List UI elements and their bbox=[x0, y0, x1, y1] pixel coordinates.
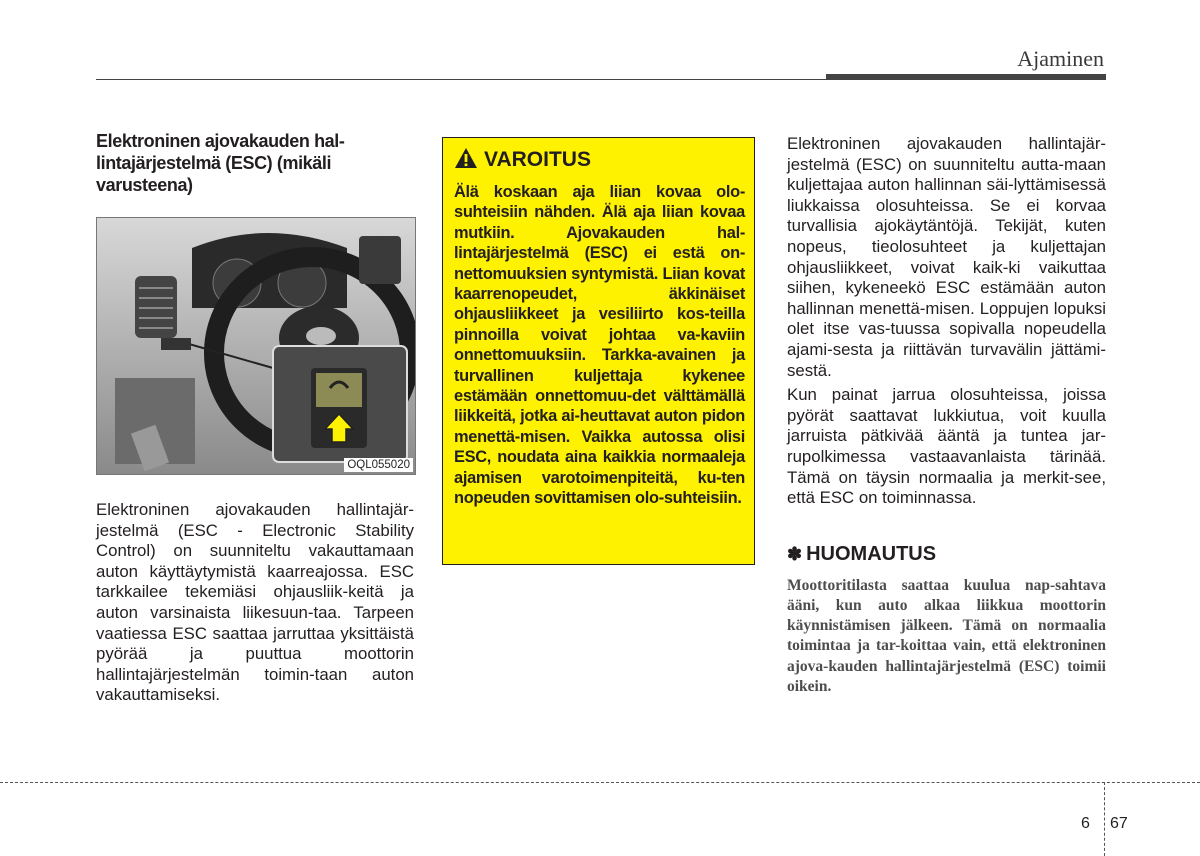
warning-box bbox=[442, 137, 755, 565]
right-paragraph-2: Kun painat jarrua olosuhteissa, joissa pyörät saattavat lukkiutua, voit kuulla jarruista pätkivää ääntä ja tuntea jar-rupolkimessa vastaavanlaista tärinää. Tämä on täysin normaalia ja merkit-see, että ESC on toiminnassa. bbox=[787, 385, 1106, 508]
right-paragraph-1: Elektroninen ajovakauden hallintajär-jestelmä (ESC) on suunniteltu autta-maan kuljettajaa auton hallinnan säi-lyttämisessä liukkaissa olosuhteissa. Se ei korvaa turvallisia ajokäytäntöjä. Tekijät, kuten nopeus, tieolosuhteet ja kuljettajan ohjausliikkeet, voivat kaik-ki vaikuttaa siihen, kykeneekö ESC estämään auton hallinnan menettä-misen. Loppujen lopuksi olet itse vas-tuussa sopivalla nopeudella ajami-sesta ja riittävän turvavälin jättämi-sestä. bbox=[787, 134, 1106, 380]
dashboard-illustration bbox=[96, 217, 416, 475]
warning-title: VAROITUS bbox=[484, 148, 591, 171]
header-rule-accent bbox=[826, 74, 1106, 80]
note-heading bbox=[787, 543, 1106, 566]
section-heading-text: Elektroninen ajovakauden hal- lintajärjestelmä (ESC) (mikäli varusteena) bbox=[96, 131, 345, 195]
asterisk-icon: ✽ bbox=[787, 543, 803, 564]
figure-label: OQL055020 bbox=[344, 458, 413, 472]
note-body-text: Moottoritilasta saattaa kuulua nap-sahtava ääni, kun auto alkaa liikkua moottorin käynnistämisen jälkeen. Tämä on normaalia toimintaa ja tar-koittaa vain, että elektroninen ajova-kauden hallintajärjestelmä (ESC) toimii oikein. bbox=[787, 576, 1106, 695]
chapter-number: 6 bbox=[1081, 815, 1090, 832]
footer-vertical-divider bbox=[1104, 782, 1105, 856]
note-heading-text: HUOMAUTUS bbox=[806, 542, 937, 565]
page-number: 67 bbox=[1110, 815, 1128, 832]
left-column bbox=[96, 126, 414, 706]
warning-title-row bbox=[454, 146, 745, 174]
page-header-title: Ajaminen bbox=[1017, 46, 1104, 71]
footer-divider bbox=[0, 782, 1200, 783]
section-heading bbox=[96, 130, 414, 196]
dashboard-drawing bbox=[97, 218, 415, 474]
warning-body-text: Älä koskaan aja liian kovaa olo-suhteisiin nähden. Älä aja liian kovaa mutkiin. Ajovakauden hal-lintajärjestelmä (ESC) ei estä on-nettomuuksien syntymistä. Liian kovat kaarrenopeudet, äkkinäiset ohjausliikkeet ja vesiliirto kos-teilla pinnoilla voivat johtaa va-kaviin onnettomuuksiin. Tarkka-avainen ja turvallinen kuljettaja kykenee estämään onnettomuu-det välttämällä liikkeitä, jotka ai-heuttavat auton pidon menettä-misen. Vaikka autossa olisi ESC, noudata aina kaikkia normaaleja ajamisen varotoimenpiteitä, ku-ten nopeuden sovittamisen olo-suhteisiin. bbox=[454, 183, 745, 508]
warning-triangle-icon bbox=[454, 147, 478, 174]
right-column bbox=[787, 126, 1106, 697]
left-body-text: Elektroninen ajovakauden hallintajär-jestelmä (ESC - Electronic Stability Control) on suunniteltu vakauttamaan auton käyttäytymistä kaarreajossa. ESC tarkkailee tekemiäsi ohjausliik-keitä ja auton varsinaista liikesuun-taa. Tarpeen vaatiessa ESC saattaa jarruttaa yksittäistä pyörää ja puuttua moottorin hallintajärjestelmän toimin-taan auton vakauttamiseksi. bbox=[96, 500, 414, 705]
